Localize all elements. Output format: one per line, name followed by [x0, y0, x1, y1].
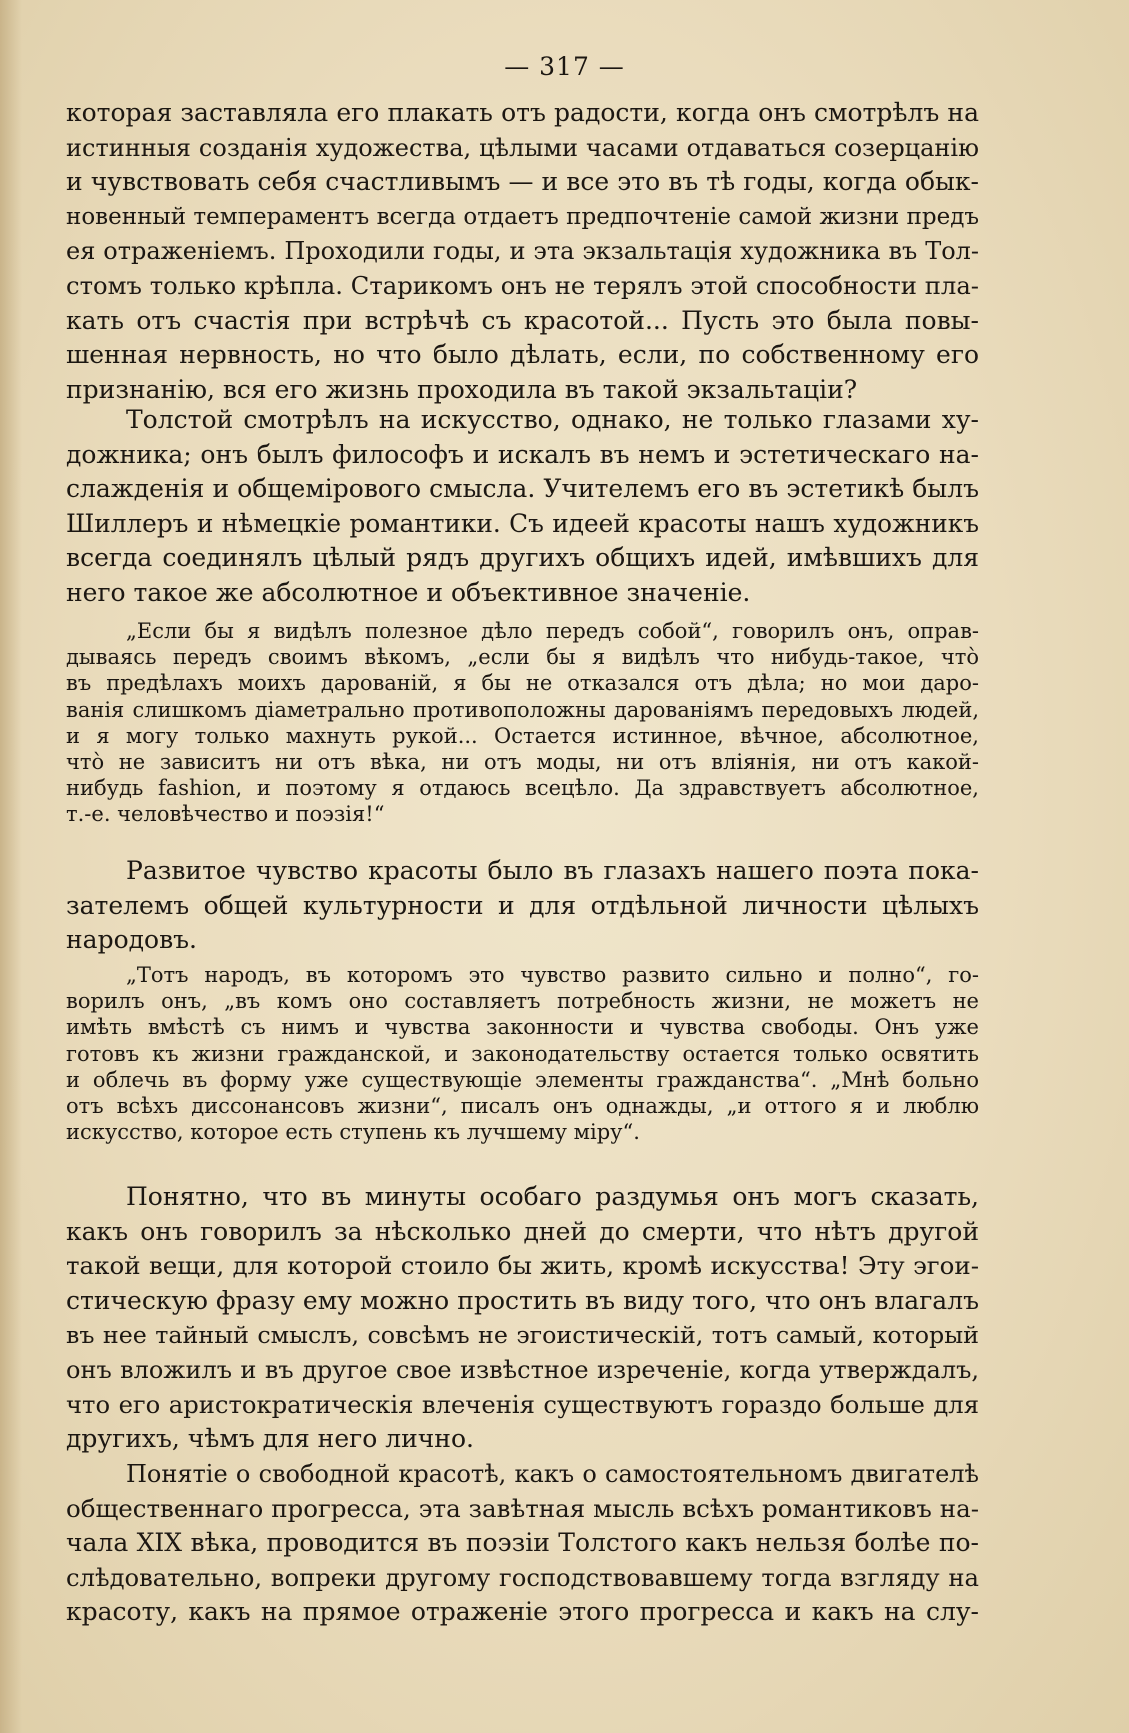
- quote-line: „Если бы я видѣлъ полезное дѣло передъ собой“, говорилъ онъ, оправ-: [126, 619, 979, 643]
- text-line: стическую фразу ему можно простить въ виду того, что онъ влагалъ: [66, 1285, 979, 1315]
- text-line: дожника; онъ былъ философъ и искалъ въ немъ и эстетическаго на-: [66, 439, 979, 469]
- text-line: Толстой смотрѣлъ на искусство, однако, не только глазами ху-: [126, 405, 979, 434]
- quote-1: [66, 618, 979, 828]
- quote-line: ворилъ онъ, „въ комъ оно составляетъ потребность жизни, не можетъ не: [66, 989, 979, 1014]
- text-line: такой вещи, для которой стоило бы жить, кромѣ искусства! Эту эгои-: [66, 1251, 979, 1281]
- quote-line: отъ всѣхъ диссонансовъ жизни“, писалъ онъ однажды, „и оттого я и люблю: [66, 1094, 979, 1119]
- text-line: стомъ только крѣпла. Старикомъ онъ не терялъ этой способности пла-: [66, 270, 979, 300]
- quote-line: нибудь fashion, и поэтому я отдаюсь всецѣло. Да здравствуетъ абсолютное,: [66, 776, 979, 801]
- quote-line: т.-е. человѣчество и поэзія!“: [66, 802, 385, 827]
- paragraph-3: [66, 854, 979, 958]
- text-line: Шиллеръ и нѣмецкіе романтики. Съ идеей красоты нашъ художникъ: [66, 508, 979, 538]
- text-line: красоту, какъ на прямое отраженіе этого прогресса и какъ на слу-: [66, 1597, 979, 1627]
- text-line: него такое же абсолютное и объективное значеніе.: [66, 577, 751, 607]
- text-line: кать отъ счастія при встрѣчѣ съ красотой... Пусть это была повы-: [66, 305, 979, 335]
- quote-line: дываясь передъ своимъ вѣкомъ, „если бы я видѣлъ что нибудь-такое, чтò: [66, 645, 979, 670]
- paragraph-5: [66, 1457, 979, 1630]
- quote-line: ванія слишкомъ діаметрально противоположны дарованіямъ передовыхъ людей,: [66, 697, 979, 722]
- quote-line: и облечь въ форму уже существующіе элементы гражданства“. „Мнѣ больно: [66, 1067, 979, 1092]
- text-line: Понятно, что въ минуты особаго раздумья онъ могъ сказать,: [126, 1182, 979, 1211]
- text-line: всегда соединялъ цѣлый рядъ другихъ общихъ идей, имѣвшихъ для: [66, 543, 979, 573]
- quote-line: готовъ къ жизни гражданской, и законодательству остается только освятить: [66, 1041, 979, 1066]
- text-line: другихъ, чѣмъ для него лично.: [66, 1424, 474, 1454]
- text-line: Развитое чувство красоты было въ глазахъ нашего поэта пока-: [126, 856, 979, 885]
- text-line: новенный темпераментъ всегда отдаетъ предпочтеніе самой жизни предъ: [66, 203, 979, 230]
- page-edge-shadow: [0, 0, 22, 1733]
- text-line: слѣдовательно, вопреки другому господствовавшему тогда взгляду на: [66, 1562, 979, 1592]
- quote-line: имѣть вмѣстѣ съ нимъ и чувства законности и чувства свободы. Онъ уже: [66, 1015, 979, 1040]
- text-line: которая заставляла его плакать отъ радости, когда онъ смотрѣлъ на: [66, 98, 979, 127]
- text-line: слажденія и общемірового смысла. Учителемъ его въ эстетикѣ былъ: [66, 474, 979, 504]
- text-line: какъ онъ говорилъ за нѣсколько дней до смерти, что нѣтъ другой: [66, 1216, 979, 1246]
- page-number: — 317 —: [504, 52, 625, 81]
- text-line: общественнаго прогресса, эта завѣтная мысль всѣхъ романтиковъ на-: [66, 1493, 979, 1523]
- text-line: Понятіе о свободной красотѣ, какъ о самостоятельномъ двигателѣ: [126, 1460, 979, 1488]
- paragraph-2: [66, 403, 979, 611]
- quote-line: „Тотъ народъ, въ которомъ это чувство развито сильно и полно“, го-: [126, 963, 979, 987]
- text-line: онъ вложилъ и въ другое свое извѣстное изреченіе, когда утверждалъ,: [66, 1355, 979, 1384]
- paragraph-1: [66, 96, 979, 407]
- text-line: шенная нервность, но что было дѣлать, если, по собственному его: [66, 340, 979, 370]
- text-line: въ нее тайный смыслъ, совсѣмъ не эгоистическій, тотъ самый, который: [66, 1321, 979, 1350]
- text-line: ея отраженіемъ. Проходили годы, и эта экзальтація художника въ Тол-: [66, 237, 979, 266]
- quote-line: въ предѣлахъ моихъ дарованій, я бы не отказался отъ дѣла; но мои даро-: [66, 671, 979, 696]
- quote-line: и я могу только махнуть рукой... Остается истинное, вѣчное, абсолютное,: [66, 723, 979, 748]
- quote-line: искусство, которое есть ступень къ лучшему міру“.: [66, 1120, 640, 1145]
- paragraph-4: [66, 1180, 979, 1457]
- text-line: истинныя созданія художества, цѣлыми часами отдаваться созерцанію: [66, 133, 979, 162]
- text-line: что его аристократическія влеченія существуютъ гораздо больше для: [66, 1389, 979, 1419]
- text-line: зателемъ общей культурности и для отдѣльной личности цѣлыхъ: [66, 890, 979, 920]
- text-line: чала XIX вѣка, проводится въ поэзіи Толстого какъ нельзя болѣе по-: [66, 1528, 979, 1558]
- quote-2: [66, 962, 979, 1145]
- quote-line: чтò не зависитъ ни отъ вѣка, ни отъ моды, ни отъ вліянія, ни отъ какой-: [66, 750, 979, 775]
- text-line: народовъ.: [66, 925, 197, 955]
- text-line: и чувствовать себя счастливымъ — и все это въ тѣ годы, когда обык-: [66, 167, 979, 197]
- text-line: признанію, вся его жизнь проходила въ такой экзальтаціи?: [66, 374, 858, 404]
